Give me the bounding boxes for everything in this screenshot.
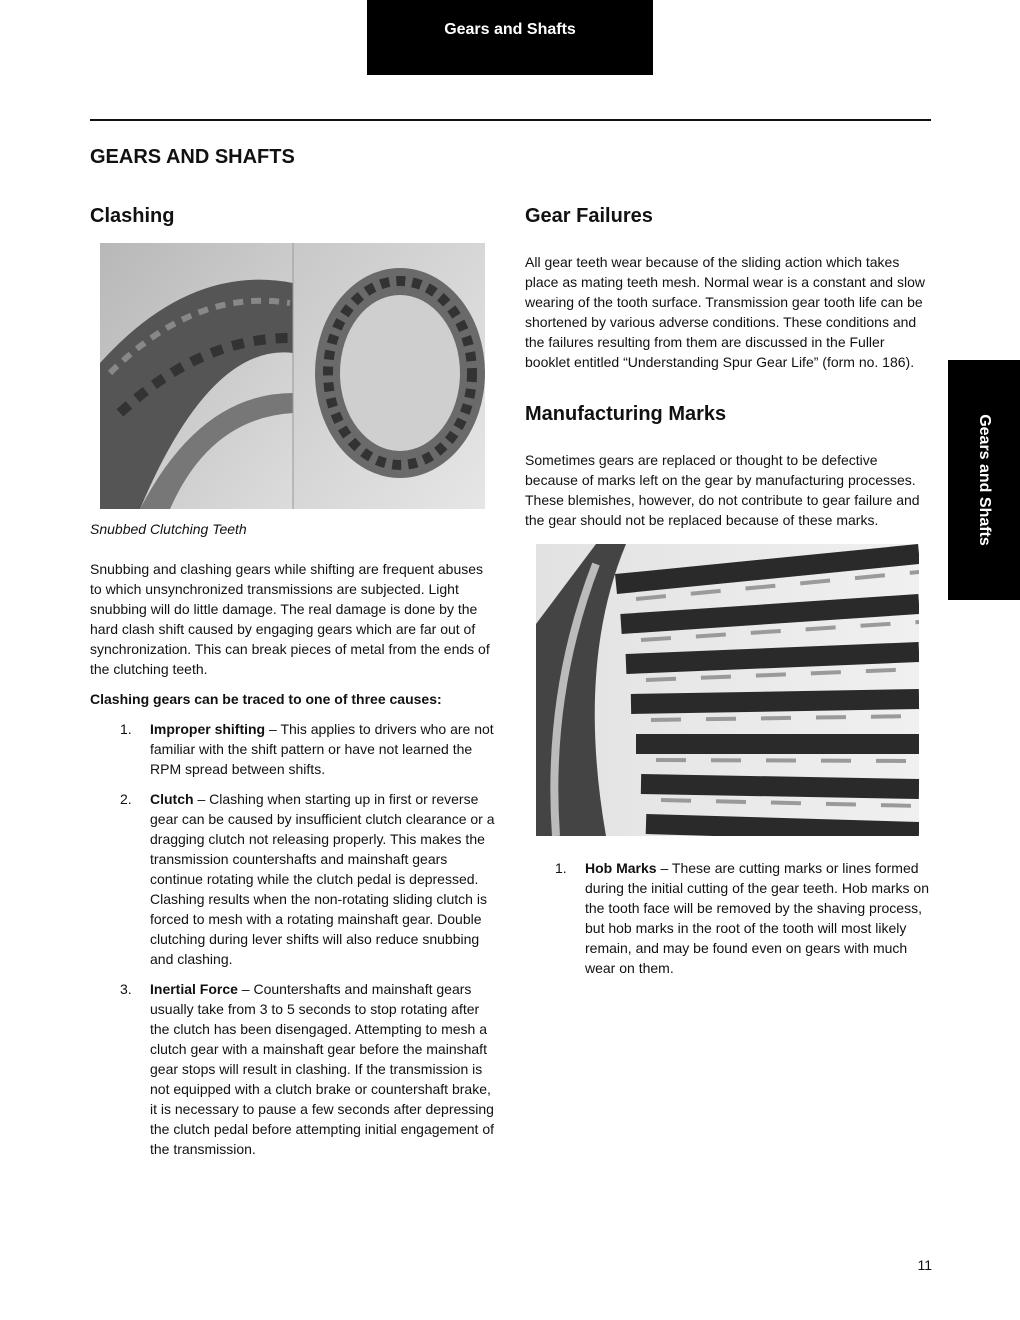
manufacturing-marks-heading: Manufacturing Marks (525, 403, 727, 425)
list-item-number: 3. (120, 981, 132, 997)
list-item-term: Inertial Force (150, 981, 238, 997)
manufacturing-marks-text: Sometimes gears are replaced or thought to be defective because of marks left on the gear by manufacturing processes. These blemishes, however, do not contribute to gear failure and the gear should not be replaced because of these marks. (525, 452, 920, 528)
list-item-text: – Clashing when starting up in first or reverse gear can be caused by insufficient clutch clearance or a dragging clutch not releasing properly. This makes the transmission countershafts and mainshaft gears continue rotating while the clutch pedal is depressed. Clashing results when the non-rotating sliding clutch is forced to mesh with a rotating mainshaft gear. Double clutching during lever shifts will also reduce snubbing and clashing. (150, 791, 495, 967)
list-item-text: – Countershafts and mainshaft gears usually take from 3 to 5 seconds to stop rotating after the clutch has been disengaged. Attempting to mesh a clutch gear with a mainshaft gear before the mainshaft gear stops will result in clashing. If the transmission is not equipped with a clutch brake or countershaft brake, it is necessary to pause a few seconds after depressing the clutch pedal before attempting initial engagement of the transmission. (150, 981, 495, 1157)
list-item-term: Improper shifting (150, 721, 266, 737)
causes-lead: Clashing gears can be traced to one of three causes: (90, 691, 442, 707)
list-item (90, 719, 495, 779)
list-item-term: Hob Marks (585, 860, 657, 876)
list-item (90, 789, 495, 969)
list-item-text: – These are cutting marks or lines formed during the initial cutting of the gear teeth. Hob marks on the tooth face will be removed by the shaving process, but hob marks in the root of the tooth will most likely remain, and may be found even on gears with much wear on them. (585, 860, 929, 976)
hob-marks-photo (536, 544, 919, 836)
page-number: 11 (917, 1257, 932, 1273)
side-tab-label: Gears and Shafts (976, 414, 993, 546)
list-item-term: Clutch (150, 791, 194, 807)
list-item (90, 979, 495, 1159)
list-item-number: 1. (120, 721, 132, 737)
right-column (525, 202, 930, 988)
header-tab (367, 0, 653, 75)
list-item (525, 858, 930, 978)
causes-list (90, 719, 495, 1159)
header-rule (90, 119, 931, 121)
marks-list (525, 858, 930, 978)
header-tab-label: Gears and Shafts (444, 21, 576, 38)
photo-caption: Snubbed Clutching Teeth (90, 521, 247, 537)
list-item-number: 2. (120, 791, 132, 807)
snubbed-teeth-photo (100, 243, 485, 509)
list-item-number: 1. (555, 860, 567, 876)
gear-failures-text: All gear teeth wear because of the sliding action which takes place as mating teeth mesh. Normal wear is a constant and slow wearing of the tooth surface. Transmission gear tooth life can be shortened by various adverse conditions. These conditions and the failures resulting from them are discussed in the Fuller booklet entitled “Understanding Spur Gear Life” (form no. 186). (525, 254, 925, 370)
list-item-text: – This applies to drivers who are not familiar with the shift pattern or have not learned the RPM spread between shifts. (150, 721, 494, 777)
page-title: GEARS AND SHAFTS (90, 146, 295, 168)
left-column (90, 202, 495, 1169)
side-section-tab (948, 360, 1020, 600)
clashing-heading: Clashing (90, 205, 175, 227)
clashing-intro: Snubbing and clashing gears while shifting are frequent abuses to which unsynchronized transmissions are subjected. Light snubbing will do little damage. The real damage is done by the hard clash shift caused by engaging gears which are far out of synchronization. This can break pieces of metal from the ends of the clutching teeth. (90, 561, 490, 677)
gear-failures-heading: Gear Failures (525, 205, 653, 227)
